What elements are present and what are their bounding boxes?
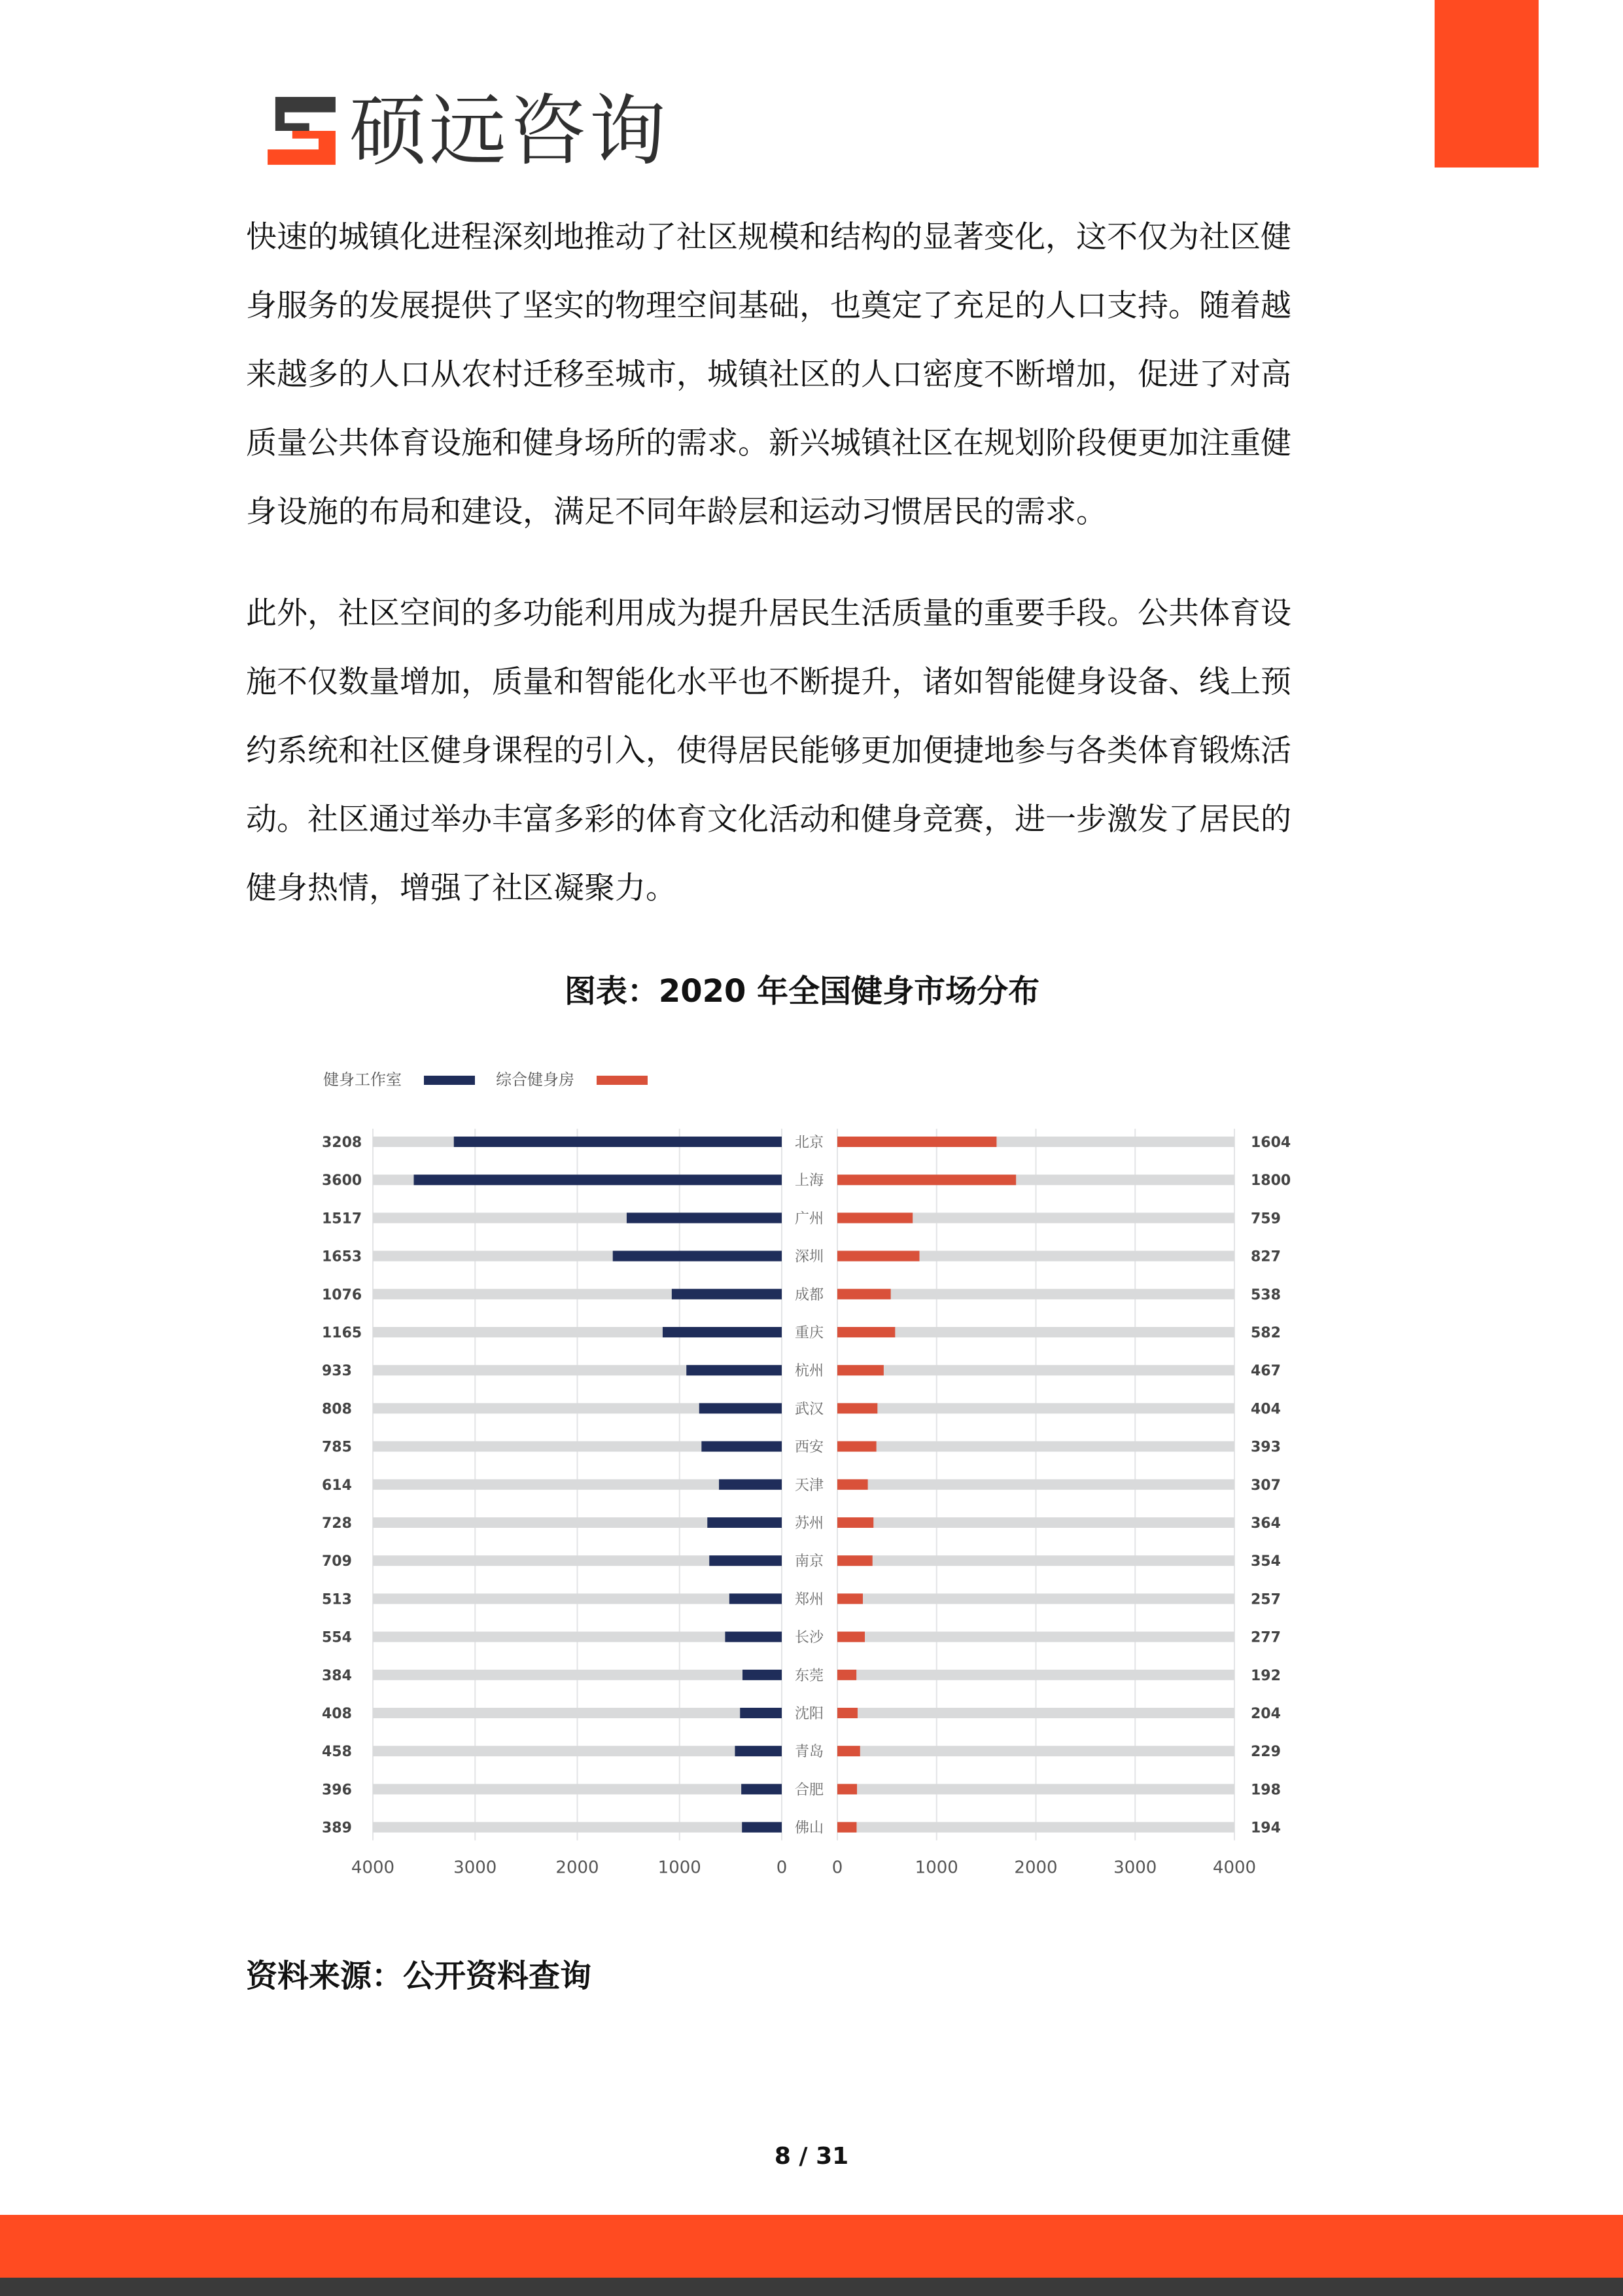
paragraph-line: 快速的城镇化进程深刻地推动了社区规模和结构的显著变化，这不仅为社区健 — [246, 219, 1291, 255]
bar-track — [837, 1784, 1234, 1794]
value-label-left: 614 — [322, 1477, 352, 1494]
value-label-right: 1800 — [1251, 1173, 1291, 1190]
bar-track — [837, 1708, 1234, 1718]
bar-left — [742, 1822, 782, 1833]
bar-right — [837, 1403, 877, 1413]
bar-track — [837, 1632, 1234, 1642]
x-tick-label: 3000 — [453, 1858, 497, 1878]
bar-left — [729, 1593, 782, 1604]
bar-right — [837, 1137, 996, 1147]
value-label-left: 384 — [322, 1667, 352, 1684]
paragraph-line: 动。社区通过举办丰富多彩的体育文化活动和健身竞赛，进一步激发了居民的 — [246, 802, 1291, 838]
corner-accent-block — [1435, 0, 1539, 168]
bar-right — [837, 1212, 913, 1223]
bar-track — [837, 1479, 1234, 1490]
category-label: 沈阳 — [794, 1706, 824, 1722]
category-label: 青岛 — [794, 1744, 824, 1761]
bar-track — [837, 1822, 1234, 1833]
category-label: 南京 — [794, 1553, 824, 1570]
bar-left — [454, 1137, 782, 1147]
value-label-right: 192 — [1251, 1667, 1281, 1684]
legend-swatch — [424, 1076, 475, 1085]
bar-left — [672, 1289, 782, 1299]
value-label-left: 1165 — [322, 1325, 362, 1341]
bar-right — [837, 1632, 865, 1642]
bar-right — [837, 1327, 895, 1337]
bar-track — [837, 1289, 1234, 1299]
value-label-right: 229 — [1251, 1744, 1281, 1761]
bar-track — [837, 1441, 1234, 1452]
value-label-right: 354 — [1251, 1553, 1281, 1570]
value-label-left: 396 — [322, 1782, 352, 1799]
bar-right — [837, 1593, 863, 1604]
category-label: 重庆 — [794, 1325, 824, 1341]
bar-left — [719, 1479, 782, 1490]
value-label-right: 404 — [1251, 1401, 1281, 1418]
value-label-right: 194 — [1251, 1820, 1281, 1837]
x-tick-label: 0 — [831, 1858, 843, 1878]
x-tick-label: 4000 — [1212, 1858, 1257, 1878]
bar-track — [837, 1746, 1234, 1756]
value-label-right: 1604 — [1251, 1135, 1291, 1151]
category-label: 成都 — [794, 1286, 824, 1303]
paragraph-line: 来越多的人口从农村迁移至城市，城镇社区的人口密度不断增加，促进了对高 — [246, 357, 1291, 393]
bar-right — [837, 1365, 884, 1375]
bar-right — [837, 1746, 860, 1756]
bar-right — [837, 1555, 873, 1566]
bar-right — [837, 1251, 919, 1262]
value-label-left: 3600 — [322, 1173, 362, 1190]
value-label-right: 257 — [1251, 1591, 1281, 1608]
value-label-right: 467 — [1251, 1363, 1281, 1380]
paragraph-line: 此外，社区空间的多功能利用成为提升居民生活质量的重要手段。公共体育设 — [246, 595, 1291, 631]
category-label: 武汉 — [794, 1401, 824, 1418]
value-label-right: 759 — [1251, 1210, 1281, 1227]
paragraph-line: 约系统和社区健身课程的引入，使得居民能够更加便捷地参与各类体育锻炼活 — [246, 733, 1291, 769]
legend-swatch — [597, 1076, 648, 1085]
bar-right — [837, 1479, 868, 1490]
bar-left — [613, 1251, 782, 1262]
value-label-left: 808 — [322, 1401, 352, 1418]
page-number: 8 / 31 — [774, 2143, 849, 2170]
paragraph-2 — [246, 579, 1358, 923]
category-label: 深圳 — [794, 1248, 824, 1265]
logo-mark-icon — [263, 92, 340, 169]
x-tick-label: 3000 — [1113, 1858, 1157, 1878]
value-label-right: 582 — [1251, 1325, 1281, 1341]
bar-right — [837, 1517, 873, 1528]
bar-left — [735, 1746, 782, 1756]
category-label: 北京 — [794, 1135, 824, 1151]
bar-track — [373, 1670, 782, 1680]
bar-track — [373, 1822, 782, 1833]
bar-right — [837, 1174, 1016, 1185]
bar-right — [837, 1670, 856, 1680]
bar-right — [837, 1441, 877, 1452]
x-tick-label: 2000 — [555, 1858, 599, 1878]
category-label: 郑州 — [794, 1591, 824, 1608]
bar-track — [373, 1632, 782, 1642]
bar-left — [742, 1670, 782, 1680]
bar-track — [837, 1517, 1234, 1528]
value-label-left: 1653 — [322, 1248, 362, 1265]
value-label-right: 364 — [1251, 1515, 1281, 1532]
bar-left — [663, 1327, 782, 1337]
bar-right — [837, 1708, 858, 1718]
x-tick-label: 1000 — [657, 1858, 701, 1878]
bar-left — [725, 1632, 782, 1642]
source-note: 资料来源：公开资料查询 — [246, 1958, 592, 1994]
category-label: 佛山 — [794, 1820, 824, 1837]
value-label-right: 538 — [1251, 1286, 1281, 1303]
value-label-left: 389 — [322, 1820, 352, 1837]
category-label: 东莞 — [794, 1667, 824, 1684]
category-label: 杭州 — [794, 1363, 824, 1380]
bar-right — [837, 1784, 857, 1794]
bar-left — [709, 1555, 782, 1566]
value-label-left: 728 — [322, 1515, 352, 1532]
chart-svg — [314, 1047, 1308, 1898]
bar-track — [837, 1403, 1234, 1413]
chart-title: 图表：2020 年全国健身市场分布 — [564, 973, 1040, 1010]
value-label-left: 785 — [322, 1439, 352, 1456]
bar-track — [373, 1593, 782, 1604]
value-label-left: 1076 — [322, 1286, 362, 1303]
category-label: 广州 — [794, 1210, 824, 1227]
bar-track — [837, 1593, 1234, 1604]
bar-left — [699, 1403, 782, 1413]
value-label-left: 513 — [322, 1591, 352, 1608]
value-label-right: 393 — [1251, 1439, 1281, 1456]
footer-strip — [0, 2278, 1623, 2296]
category-label: 天津 — [794, 1477, 824, 1494]
value-label-right: 827 — [1251, 1248, 1281, 1265]
x-tick-label: 4000 — [351, 1858, 395, 1878]
category-label: 长沙 — [794, 1629, 824, 1646]
bar-track — [837, 1327, 1234, 1337]
bar-track — [373, 1746, 782, 1756]
legend-label: 健身工作室 — [323, 1070, 402, 1089]
paragraph-1 — [246, 203, 1358, 546]
x-tick-label: 1000 — [915, 1858, 958, 1878]
value-label-left: 408 — [322, 1706, 352, 1722]
category-label: 苏州 — [794, 1515, 824, 1532]
value-label-right: 277 — [1251, 1629, 1281, 1646]
bar-track — [837, 1670, 1234, 1680]
bar-track — [837, 1365, 1234, 1375]
category-label: 合肥 — [794, 1782, 824, 1799]
logo — [263, 86, 734, 176]
bar-left — [686, 1365, 782, 1375]
category-label: 西安 — [794, 1439, 824, 1456]
paragraph-line: 身服务的发展提供了坚实的物理空间基础，也奠定了充足的人口支持。随着越 — [246, 288, 1291, 324]
logo-text: 硕远咨询 — [349, 86, 669, 176]
paragraph-line: 施不仅数量增加，质量和智能化水平也不断提升，诸如智能健身设备、线上预 — [246, 664, 1291, 700]
footer-bar — [0, 2215, 1623, 2278]
bar-left — [741, 1784, 782, 1794]
bar-track — [373, 1784, 782, 1794]
bar-left — [414, 1174, 782, 1185]
value-label-left: 3208 — [322, 1135, 362, 1151]
bar-chart — [314, 1047, 1308, 1898]
legend-label: 综合健身房 — [496, 1070, 574, 1089]
bar-track — [373, 1708, 782, 1718]
paragraph-line: 质量公共体育设施和健身场所的需求。新兴城镇社区在规划阶段便更加注重健 — [246, 425, 1291, 461]
x-tick-label: 2000 — [1014, 1858, 1058, 1878]
bar-left — [701, 1441, 782, 1452]
bar-right — [837, 1289, 891, 1299]
bar-left — [627, 1212, 782, 1223]
value-label-right: 204 — [1251, 1706, 1281, 1722]
bar-left — [707, 1517, 782, 1528]
value-label-right: 307 — [1251, 1477, 1281, 1494]
value-label-right: 198 — [1251, 1782, 1281, 1799]
bar-right — [837, 1822, 856, 1833]
value-label-left: 458 — [322, 1744, 352, 1761]
value-label-left: 709 — [322, 1553, 352, 1570]
paragraph-line: 身设施的布局和建设，满足不同年龄层和运动习惯居民的需求。 — [246, 494, 1107, 530]
x-tick-label: 0 — [776, 1858, 788, 1878]
value-label-left: 1517 — [322, 1210, 362, 1227]
paragraph-line: 健身热情，增强了社区凝聚力。 — [246, 870, 676, 906]
bar-left — [740, 1708, 782, 1718]
bar-track — [837, 1555, 1234, 1566]
category-label: 上海 — [794, 1173, 824, 1190]
value-label-left: 933 — [322, 1363, 352, 1380]
value-label-left: 554 — [322, 1629, 352, 1646]
